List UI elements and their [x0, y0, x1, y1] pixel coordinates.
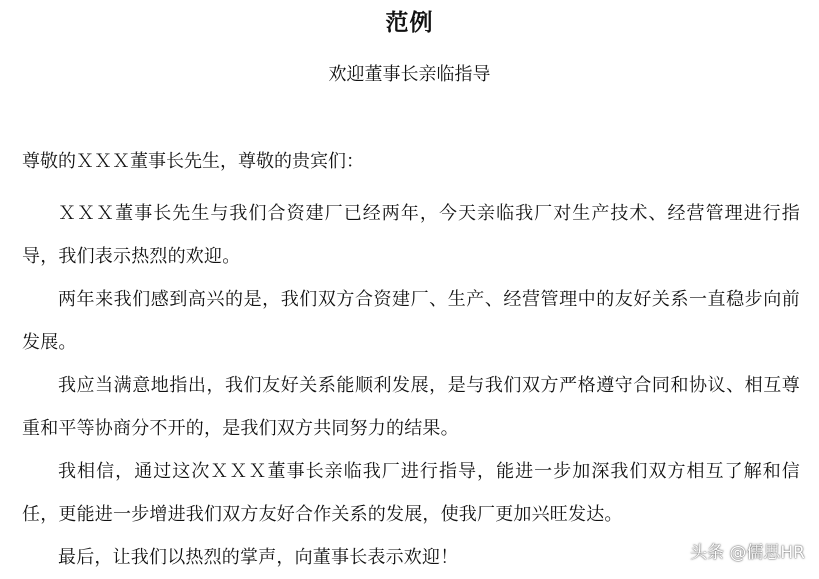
salutation: 尊敬的ＸＸＸ董事长先生，尊敬的贵宾们：: [22, 151, 364, 172]
paragraph-1: ＸＸＸ董事长先生与我们合资建厂已经两年，今天亲临我厂对生产技术、经营管理进行指导，我们表示热烈的欢迎。: [22, 203, 800, 267]
watermark: 头条 @儒思HR: [690, 543, 805, 563]
paragraph-2: 两年来我们感到高兴的是，我们双方合资建厂、生产、经营管理中的友好关系一直稳步向前发展。: [22, 289, 800, 353]
document-title: 范例: [385, 9, 434, 36]
body-paragraphs: [22, 192, 800, 579]
paragraph-5: 最后，让我们以热烈的掌声，向董事长表示欢迎！: [58, 547, 459, 568]
document-subtitle: 欢迎董事长亲临指导: [328, 64, 491, 85]
paragraph-4: 我相信，通过这次ＸＸＸ董事长亲临我厂进行指导，能进一步加深我们双方相互了解和信任，更能进一步增进我们双方友好合作关系的发展，使我厂更加兴旺发达。: [22, 461, 800, 525]
paragraph-3: 我应当满意地指出，我们友好关系能顺利发展，是与我们双方严格遵守合同和协议、相互尊重和平等协商分不开的，是我们双方共同努力的结果。: [22, 375, 800, 439]
